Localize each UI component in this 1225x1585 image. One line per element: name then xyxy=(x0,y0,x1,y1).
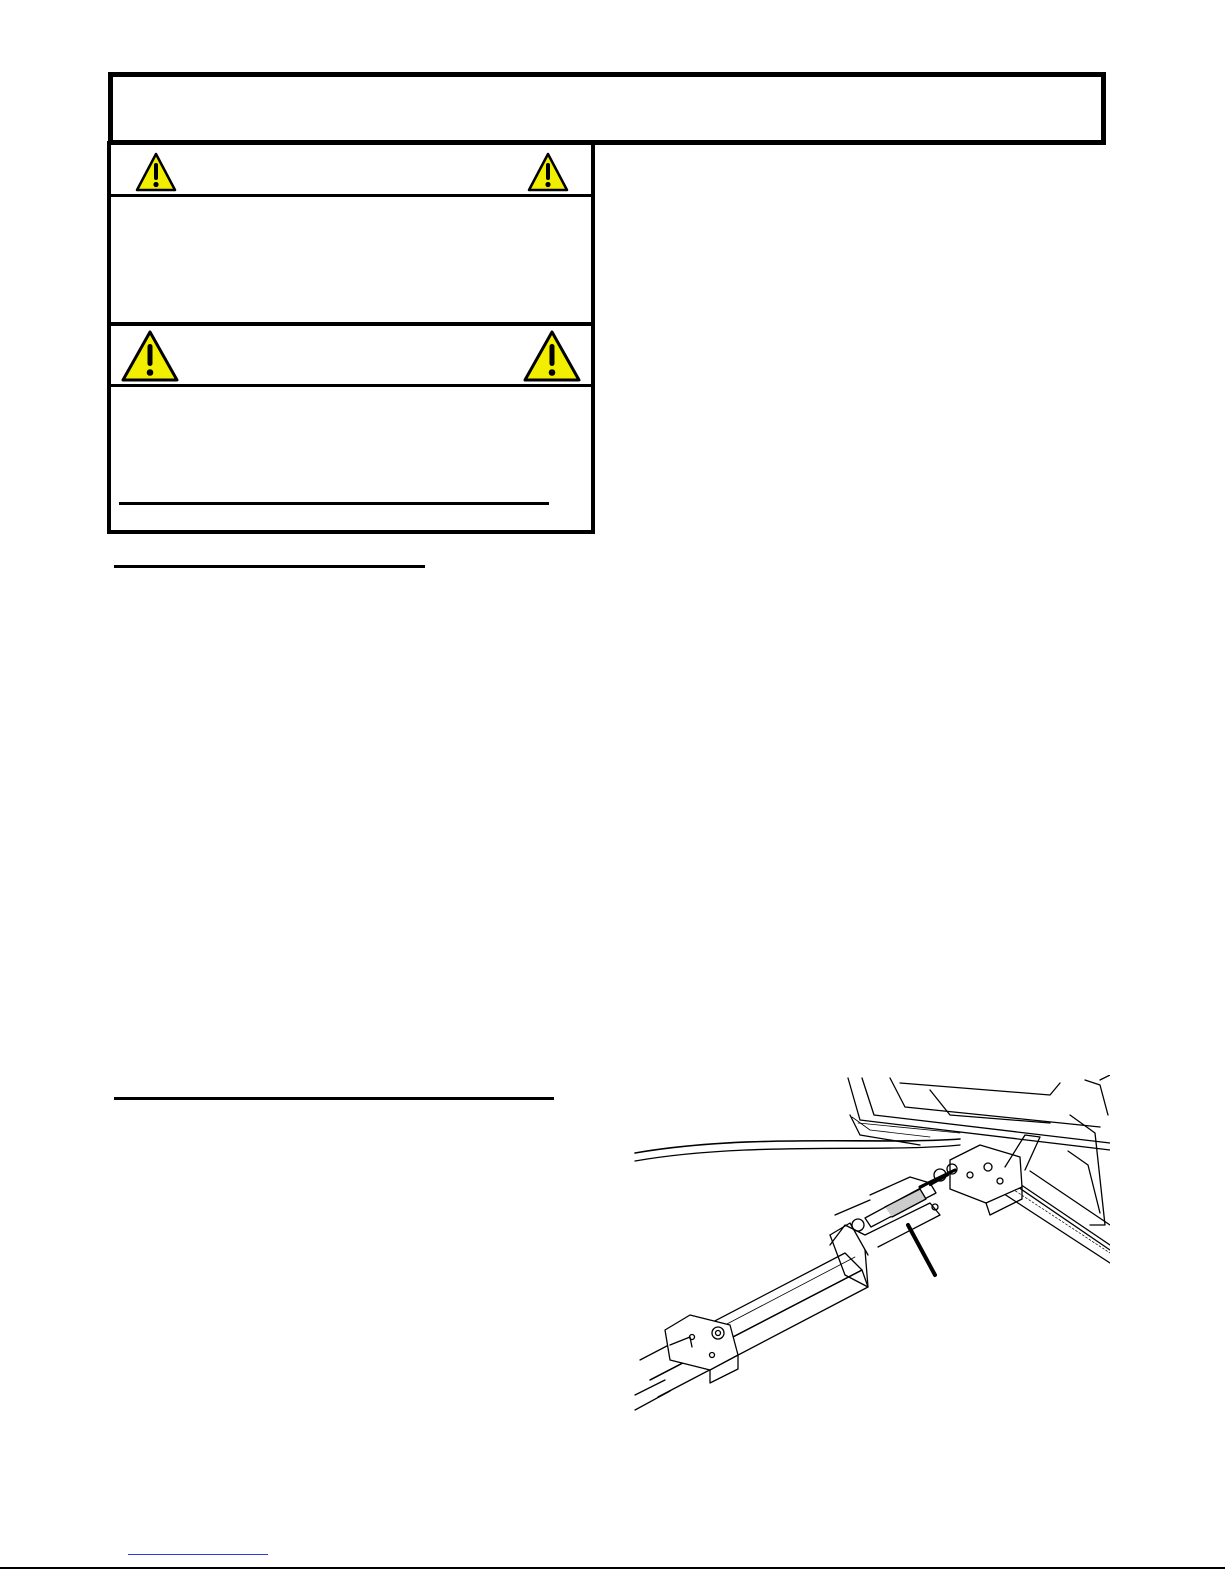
warning-box-1 xyxy=(107,141,595,326)
warning-header-2 xyxy=(111,326,591,387)
warning-box-2 xyxy=(107,322,595,534)
footer-link-underline[interactable] xyxy=(128,1554,268,1555)
warning-header-1 xyxy=(111,145,591,197)
page-title-box xyxy=(108,72,1106,145)
warning-triangle-icon xyxy=(527,152,569,192)
warning-triangle-icon xyxy=(523,330,581,382)
machine-linkage-diagram xyxy=(630,1075,1110,1415)
warning-underline-rule xyxy=(119,502,549,505)
section-heading-underline-1 xyxy=(114,565,425,568)
warning-triangle-icon xyxy=(135,152,177,192)
footer-rule xyxy=(0,1567,1225,1569)
warning-triangle-icon xyxy=(121,330,179,382)
section-heading-underline-2 xyxy=(114,1097,554,1100)
